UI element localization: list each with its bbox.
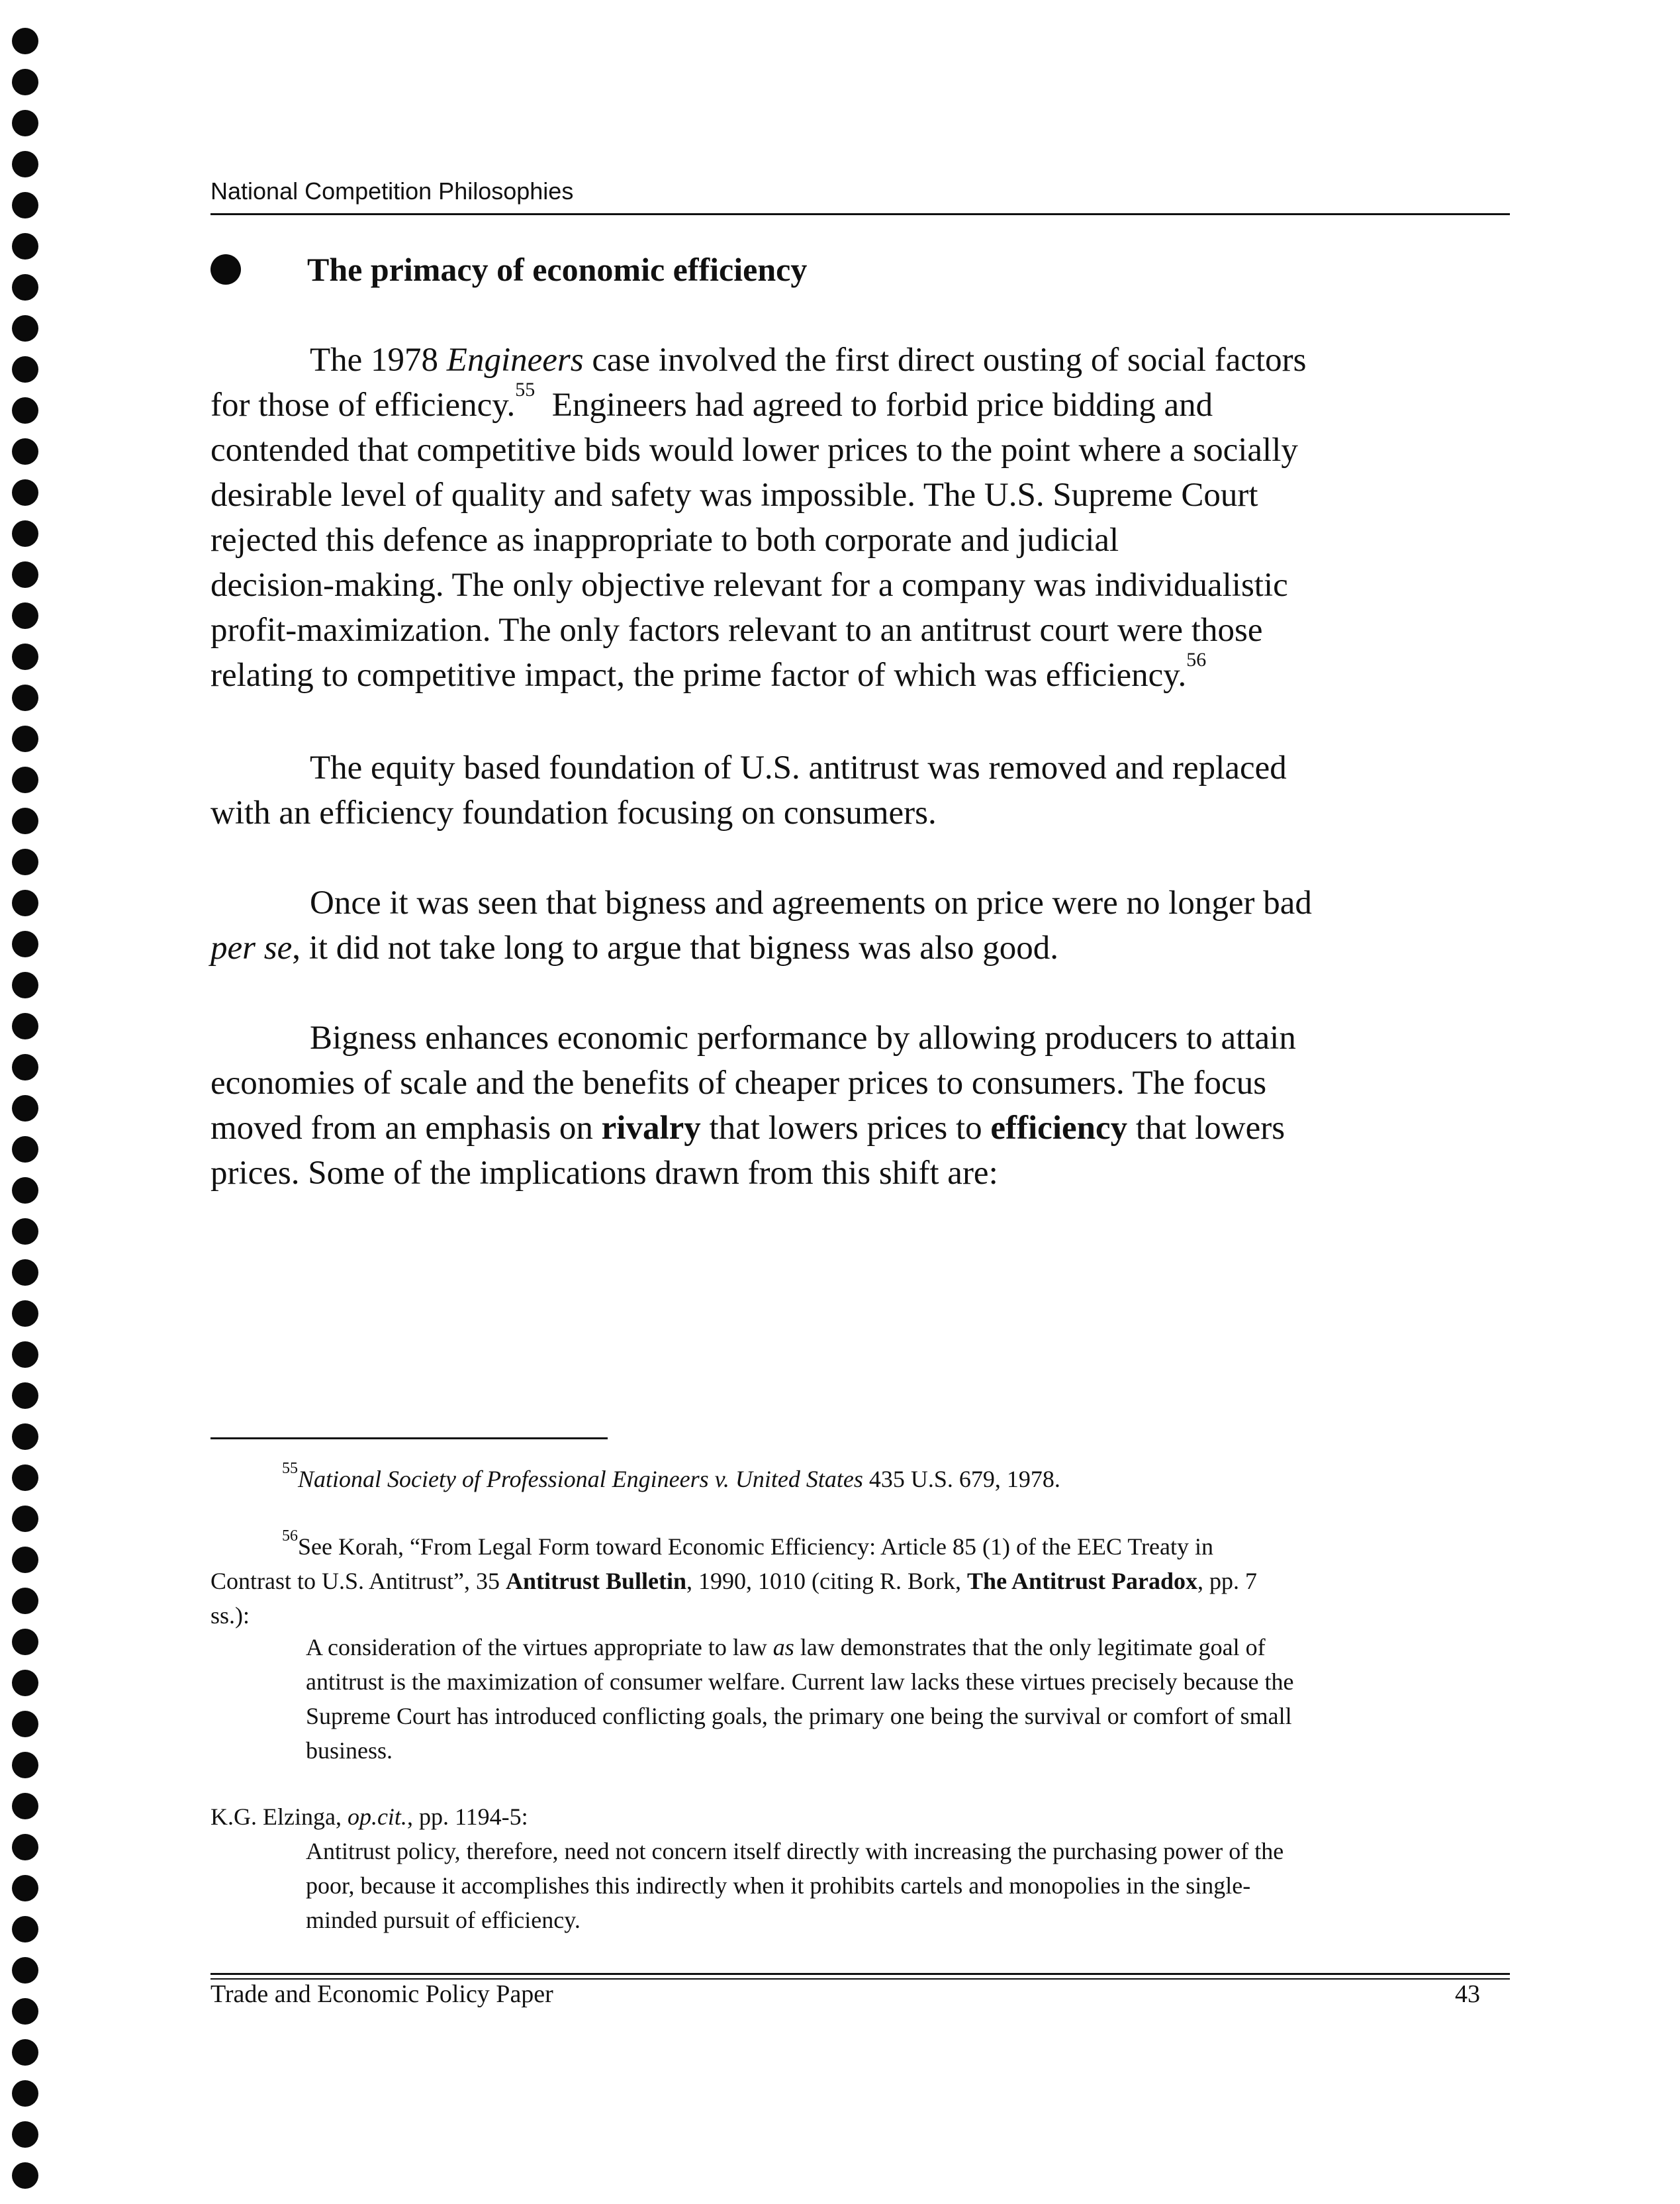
quote-line: Supreme Court has introduced conflicting goals, the primary one being the survival or comfort of small — [306, 1703, 1292, 1729]
footer-rule — [210, 1973, 1510, 1975]
latin-term-italic: per se — [210, 930, 293, 967]
punch-hole — [12, 1506, 38, 1532]
paragraph-line: with an efficiency foundation focusing on consumers. — [210, 794, 937, 832]
punch-hole — [12, 1341, 38, 1368]
punch-hole — [12, 2039, 38, 2066]
quote-line: Antitrust policy, therefore, need not concern itself directly with increasing the purchasing power of the — [306, 1838, 1284, 1864]
footnote-number: 56 — [282, 1527, 298, 1545]
italic-term: as — [772, 1634, 794, 1660]
paragraph-line: profit-maximization. The only factors relevant to an antitrust court were those — [210, 612, 1263, 649]
paragraph-line: The equity based foundation of U.S. antitrust was removed and replaced — [310, 749, 1287, 787]
quote-line: business. — [306, 1737, 393, 1764]
punch-hole — [12, 644, 38, 670]
punch-hole — [12, 931, 38, 957]
paragraph-line: contended that competitive bids would lower prices to the point where a socially — [210, 432, 1298, 469]
paragraph-line — [210, 338, 1508, 383]
footnote-line — [210, 1529, 1508, 1564]
text-run: for those of efficiency. — [210, 387, 516, 424]
punch-hole — [12, 1300, 38, 1327]
punch-hole — [12, 2162, 38, 2189]
punch-hole — [12, 849, 38, 875]
punch-hole — [12, 726, 38, 752]
punch-hole — [12, 1382, 38, 1409]
punch-hole — [12, 192, 38, 218]
punch-hole — [12, 1423, 38, 1450]
binder-punch-holes — [0, 0, 53, 2204]
elzinga-quote — [306, 1834, 1511, 1937]
punch-hole — [12, 808, 38, 834]
punch-hole — [12, 1957, 38, 1984]
text-run: that lowers — [1127, 1110, 1285, 1147]
punch-hole — [12, 1629, 38, 1655]
punch-hole — [12, 1998, 38, 2025]
paragraph-line — [210, 379, 1508, 428]
emphasis-rivalry: rivalry — [601, 1110, 701, 1147]
punch-hole — [12, 28, 38, 54]
quote-line: poor, because it accomplishes this indirectly when it prohibits cartels and monopolies in the single- — [306, 1872, 1251, 1899]
paragraph-line: rejected this defence as inappropriate to both corporate and judicial — [210, 522, 1119, 559]
text-run: Contrast to U.S. Antitrust”, 35 — [210, 1568, 506, 1594]
punch-hole — [12, 767, 38, 793]
paragraph-1 — [210, 338, 1508, 698]
punch-hole — [12, 1834, 38, 1860]
punch-hole — [12, 397, 38, 424]
paragraph-2 — [210, 745, 1508, 836]
punch-hole — [12, 233, 38, 260]
text-run: Engineers had agreed to forbid price bidding and — [535, 387, 1213, 424]
text-run: relating to competitive impact, the prime factor of which was efficiency. — [210, 657, 1187, 694]
paragraph-line: decision-making. The only objective relevant for a company was individualistic — [210, 567, 1288, 604]
text-run: , 1990, 1010 (citing R. Bork, — [686, 1568, 968, 1594]
punch-hole — [12, 602, 38, 629]
punch-hole — [12, 1464, 38, 1491]
citation-line — [210, 1799, 1508, 1834]
paragraph-line — [210, 1106, 1508, 1151]
text-run: , it did not take long to argue that bigness was also good. — [292, 930, 1058, 967]
punch-hole — [12, 561, 38, 588]
punch-hole — [12, 315, 38, 342]
running-header: National Competition Philosophies — [210, 177, 574, 205]
punch-hole — [12, 1588, 38, 1614]
case-name-italic: Engineers — [446, 342, 584, 379]
footnote-56-quote — [306, 1630, 1511, 1768]
text-run: that lowers prices to — [700, 1110, 991, 1147]
paragraph-line — [210, 926, 1508, 971]
text-run: K.G. Elzinga, — [210, 1803, 348, 1830]
punch-hole — [12, 972, 38, 998]
footnote-number: 55 — [282, 1460, 298, 1477]
footnote-line — [210, 1564, 1508, 1598]
punch-hole — [12, 356, 38, 383]
punch-hole — [12, 1793, 38, 1819]
text-run: , pp. 1194-5: — [406, 1803, 528, 1830]
punch-hole — [12, 1259, 38, 1286]
quote-line: antitrust is the maximization of consumer welfare. Current law lacks these virtues precisely because the — [306, 1668, 1294, 1695]
footnote-line — [210, 1462, 1508, 1496]
punch-hole — [12, 1916, 38, 1942]
punch-hole — [12, 1711, 38, 1737]
journal-title: Antitrust Bulletin — [506, 1568, 687, 1594]
header-rule — [210, 213, 1510, 215]
punch-hole — [12, 685, 38, 711]
book-title: The Antitrust Paradox — [967, 1568, 1198, 1594]
punch-hole — [12, 890, 38, 916]
emphasis-efficiency: efficiency — [990, 1110, 1128, 1147]
punch-hole — [12, 1177, 38, 1204]
text-run: law demonstrates that the only legitimate goal of — [794, 1634, 1266, 1660]
footnote-56 — [210, 1529, 1508, 1633]
footnote-separator — [210, 1437, 608, 1439]
elzinga-citation — [210, 1799, 1508, 1834]
punch-hole — [12, 438, 38, 465]
text-run: case involved the first direct ousting of social factors — [583, 342, 1307, 379]
op-cit-italic: op.cit. — [347, 1803, 407, 1830]
paragraph-line: desirable level of quality and safety was impossible. The U.S. Supreme Court — [210, 477, 1258, 514]
paragraph-line — [210, 649, 1508, 698]
paragraph-line: economies of scale and the benefits of cheaper prices to consumers. The focus — [210, 1065, 1267, 1102]
text-run: A consideration of the virtues appropriate to law — [306, 1634, 773, 1660]
punch-hole — [12, 2121, 38, 2148]
punch-hole — [12, 274, 38, 301]
text-run: The 1978 — [310, 342, 447, 379]
quote-line: minded pursuit of efficiency. — [306, 1907, 581, 1933]
text-run: moved from an emphasis on — [210, 1110, 602, 1147]
quote-line — [306, 1630, 1511, 1664]
paragraph-line: prices. Some of the implications drawn from this shift are: — [210, 1155, 998, 1192]
text-run: , pp. 7 — [1197, 1568, 1258, 1594]
punch-hole — [12, 69, 38, 95]
footer-title: Trade and Economic Policy Paper — [210, 1980, 553, 2008]
punch-hole — [12, 520, 38, 547]
punch-hole — [12, 1875, 38, 1901]
paragraph-line: Bigness enhances economic performance by allowing producers to attain — [310, 1020, 1296, 1057]
section-heading-text: The primacy of economic efficiency — [307, 251, 808, 288]
footnote-case-name: National Society of Professional Engineers v. United States — [298, 1466, 863, 1492]
punch-hole — [12, 151, 38, 177]
punch-hole — [12, 1095, 38, 1122]
punch-hole — [12, 110, 38, 136]
bullet-icon — [210, 254, 241, 285]
section-heading — [210, 246, 807, 293]
page-number: 43 — [1455, 1980, 1480, 2008]
punch-hole — [12, 1670, 38, 1696]
text-run: See Korah, “From Legal Form toward Economic Efficiency: Article 85 (1) of the EEC Treaty in — [298, 1533, 1213, 1560]
punch-hole — [12, 479, 38, 506]
text-run: 435 U.S. 679, 1978. — [863, 1466, 1060, 1492]
punch-hole — [12, 2080, 38, 2107]
paragraph-line: Once it was seen that bigness and agreements on price were no longer bad — [310, 885, 1312, 922]
footnote-ref-55: 55 — [515, 379, 536, 401]
punch-hole — [12, 1013, 38, 1039]
punch-hole — [12, 1752, 38, 1778]
paragraph-3 — [210, 881, 1508, 971]
footnote-ref-56: 56 — [1186, 649, 1207, 671]
punch-hole — [12, 1547, 38, 1573]
footnote-55 — [210, 1462, 1508, 1496]
punch-hole — [12, 1054, 38, 1080]
footnote-line: ss.): — [210, 1602, 250, 1629]
paragraph-4 — [210, 1016, 1508, 1196]
punch-hole — [12, 1218, 38, 1245]
punch-hole — [12, 1136, 38, 1163]
